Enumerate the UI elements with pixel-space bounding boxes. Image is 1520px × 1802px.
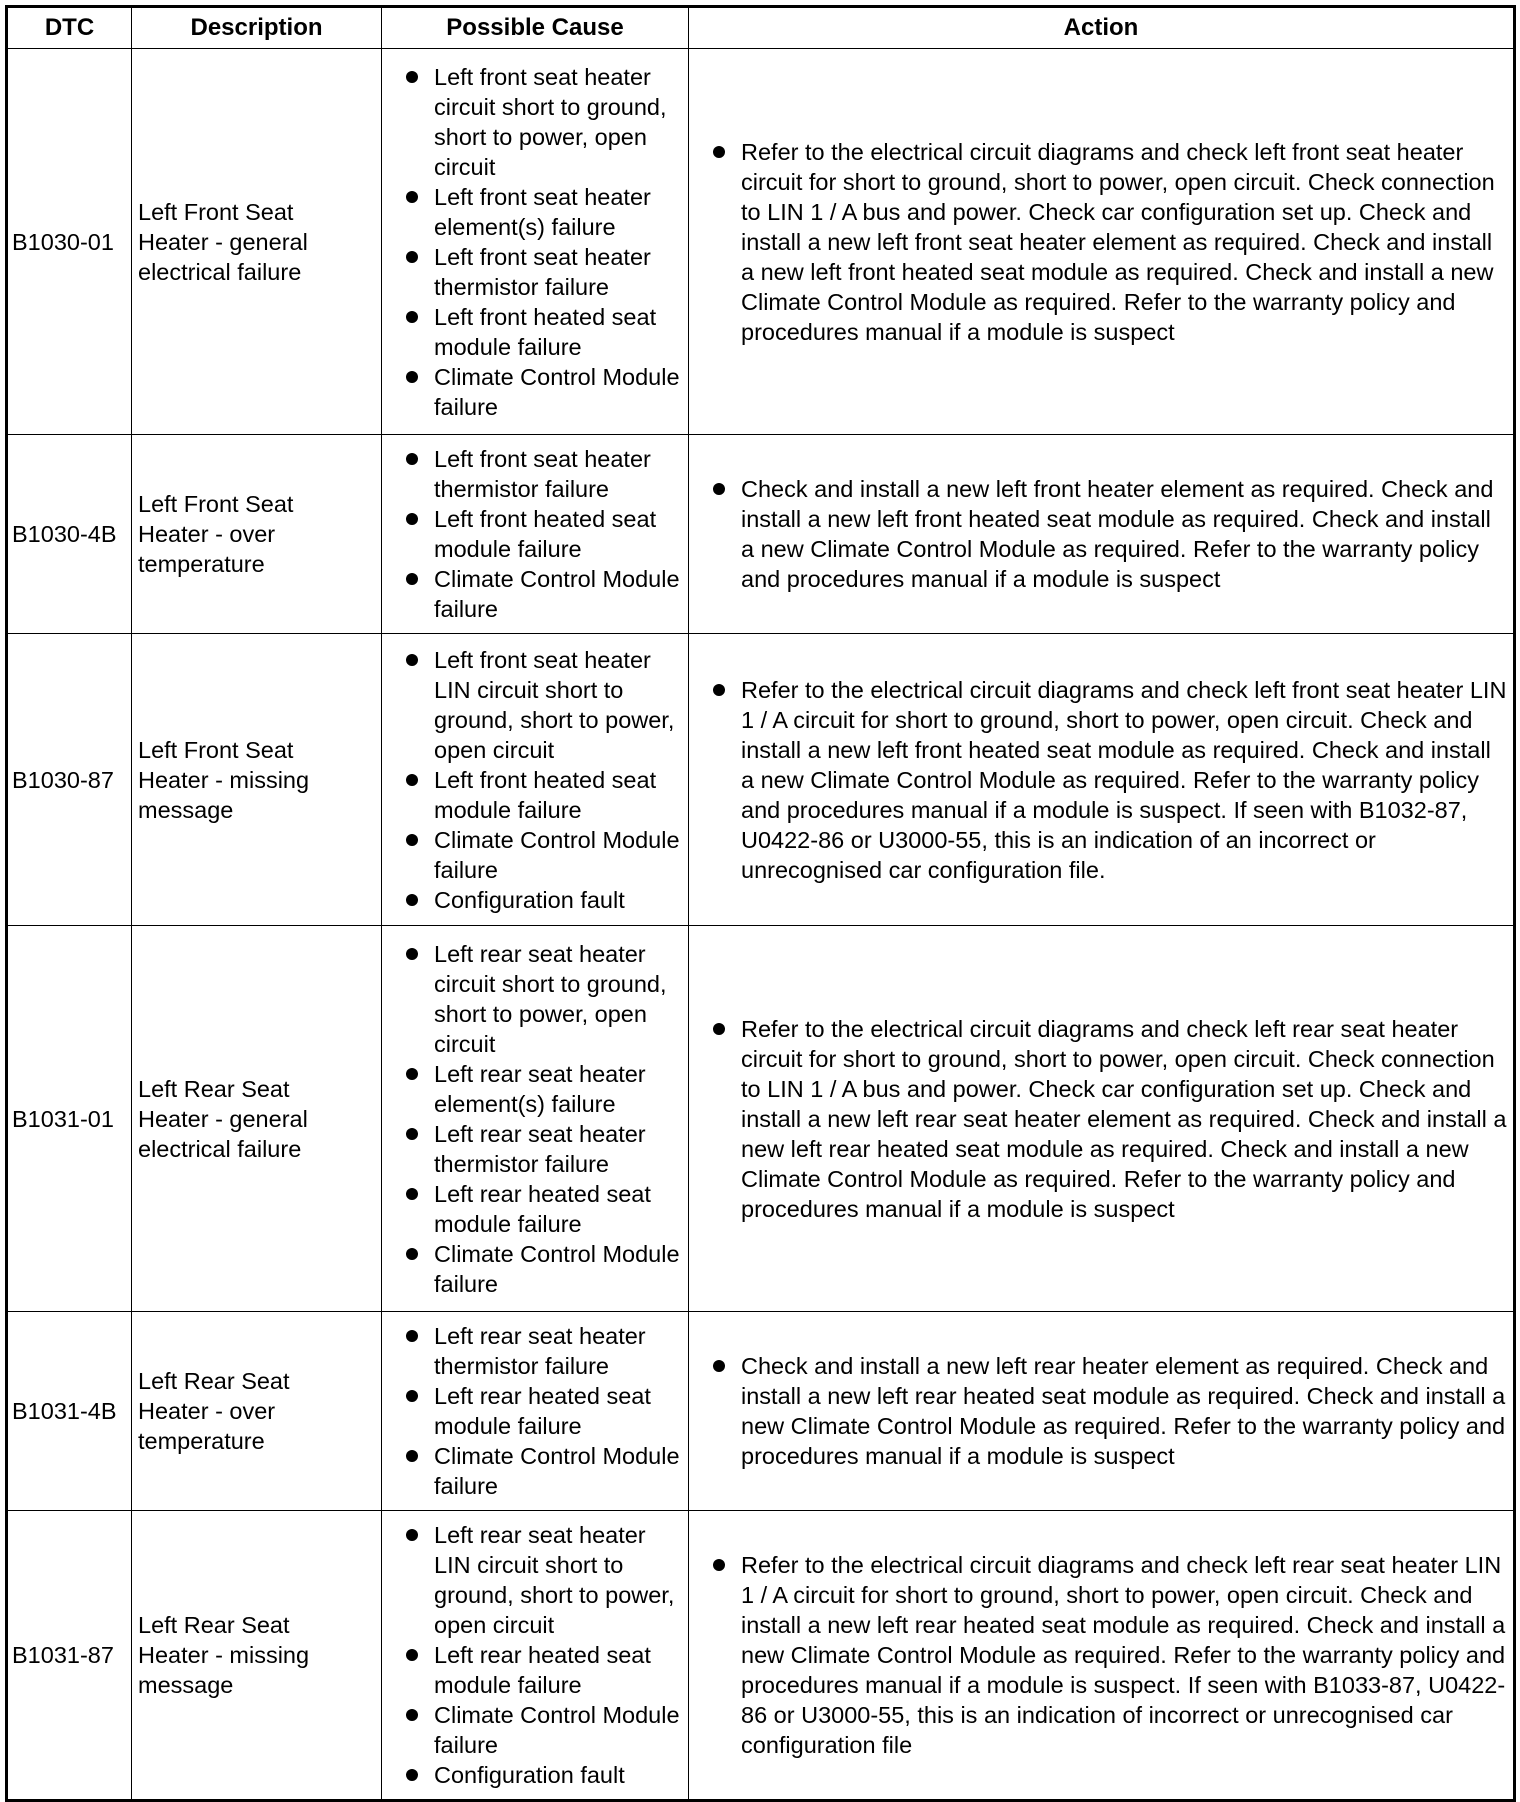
dtc-table [5,5,1516,1802]
action-list [713,1351,1509,1471]
table-row [7,1312,1515,1511]
cause-item: Left front seat heater thermistor failure [406,444,684,504]
cause-item: Left rear seat heater element(s) failure [406,1059,684,1119]
cause-item: Climate Control Module failure [406,564,684,624]
table-row [7,926,1515,1312]
dtc-description: Left Rear Seat Heater - over temperature [138,1368,290,1454]
dtc-code: B1031-01 [7,926,132,1312]
action-list [713,137,1509,347]
cause-item: Left front seat heater circuit short to ground, short to power, open circuit [406,62,684,182]
cause-item: Left front seat heater LIN circuit short to ground, short to power, open circuit [406,645,684,765]
cause-item: Climate Control Module failure [406,362,684,422]
action-item: Refer to the electrical circuit diagrams and check left rear seat heater LIN 1 / A circuit for short to ground, short to power, open circuit. Check and install a new left rear heated seat module as required. Check and install a new Climate Control Module as required. Refer to the warranty policy and procedures manual if a module is suspect. If seen with B1033-87, U0422-86 or U3000-55, this is an indication of incorrect or unrecognised car configuration file [713,1550,1509,1760]
action-list [713,474,1509,594]
dtc-description: Left Rear Seat Heater - missing message [138,1612,310,1698]
table-row [7,1511,1515,1801]
dtc-code: B1030-4B [7,435,132,634]
action-list [713,1550,1509,1760]
cause-list [406,645,684,915]
header-action: Action [689,7,1515,49]
action-item: Check and install a new left rear heater element as required. Check and install a new left rear heated seat module as required. Check and install a new Climate Control Module as required. Refer to the warranty policy and procedures manual if a module is suspect [713,1351,1509,1471]
cause-item: Left front heated seat module failure [406,765,684,825]
cause-item: Climate Control Module failure [406,825,684,885]
cause-item: Left rear seat heater circuit short to ground, short to power, open circuit [406,939,684,1059]
action-item: Refer to the electrical circuit diagrams and check left front seat heater LIN 1 / A circuit for short to ground, short to power, open circuit. Check and install a new left front heated seat module as required. Check and install a new Climate Control Module as required. Refer to the warranty policy and procedures manual if a module is suspect. If seen with B1032-87, U0422-86 or U3000-55, this is an indication of an incorrect or unrecognised car configuration file. [713,675,1509,885]
dtc-code: B1031-87 [7,1511,132,1801]
dtc-description: Left Front Seat Heater - over temperature [138,491,294,577]
action-list [713,675,1509,885]
cause-list [406,1520,684,1790]
header-description: Description [132,7,382,49]
cause-item: Climate Control Module failure [406,1441,684,1501]
cause-item: Left front heated seat module failure [406,302,684,362]
cause-item: Configuration fault [406,1760,684,1790]
cause-item: Left rear seat heater LIN circuit short to ground, short to power, open circuit [406,1520,684,1640]
action-item: Refer to the electrical circuit diagrams and check left front seat heater circuit for short to ground, short to power, open circuit. Check connection to LIN 1 / A bus and power. Check car configuration set up. Check and install a new left front seat heater element as required. Check and install a new left front heated seat module as required. Check and install a new Climate Control Module as required. Refer to the warranty policy and procedures manual if a module is suspect [713,137,1509,347]
cause-list [406,1321,684,1501]
cause-item: Configuration fault [406,885,684,915]
action-item: Refer to the electrical circuit diagrams and check left rear seat heater circuit for short to ground, short to power, open circuit. Check connection to LIN 1 / A bus and power. Check car configuration set up. Check and install a new left rear seat heater element as required. Check and install a new left rear heated seat module as required. Check and install a new Climate Control Module as required. Refer to the warranty policy and procedures manual if a module is suspect [713,1014,1509,1224]
action-item: Check and install a new left front heater element as required. Check and install a new left front heated seat module as required. Check and install a new Climate Control Module as required. Refer to the warranty policy and procedures manual if a module is suspect [713,474,1509,594]
dtc-description: Left Front Seat Heater - missing message [138,736,310,823]
header-row [7,7,1515,49]
dtc-code: B1031-4B [7,1312,132,1511]
header-possible-cause: Possible Cause [382,7,689,49]
dtc-description: Left Front Seat Heater - general electrical failure [138,198,308,285]
table-row [7,634,1515,926]
action-list [713,1014,1509,1224]
cause-item: Left rear heated seat module failure [406,1640,684,1700]
cause-item: Left rear heated seat module failure [406,1381,684,1441]
dtc-description: Left Rear Seat Heater - general electrical failure [138,1075,308,1162]
cause-item: Left front seat heater thermistor failure [406,242,684,302]
cause-item: Left rear seat heater thermistor failure [406,1119,684,1179]
header-dtc: DTC [7,7,132,49]
cause-item: Climate Control Module failure [406,1239,684,1299]
cause-list [406,939,684,1299]
cause-item: Left rear heated seat module failure [406,1179,684,1239]
cause-item: Left front seat heater element(s) failure [406,182,684,242]
cause-item: Left front heated seat module failure [406,504,684,564]
cause-list [406,62,684,422]
table-row [7,435,1515,634]
table-row [7,49,1515,435]
cause-list [406,444,684,624]
cause-item: Left rear seat heater thermistor failure [406,1321,684,1381]
cause-item: Climate Control Module failure [406,1700,684,1760]
dtc-code: B1030-87 [7,634,132,926]
dtc-code: B1030-01 [7,49,132,435]
